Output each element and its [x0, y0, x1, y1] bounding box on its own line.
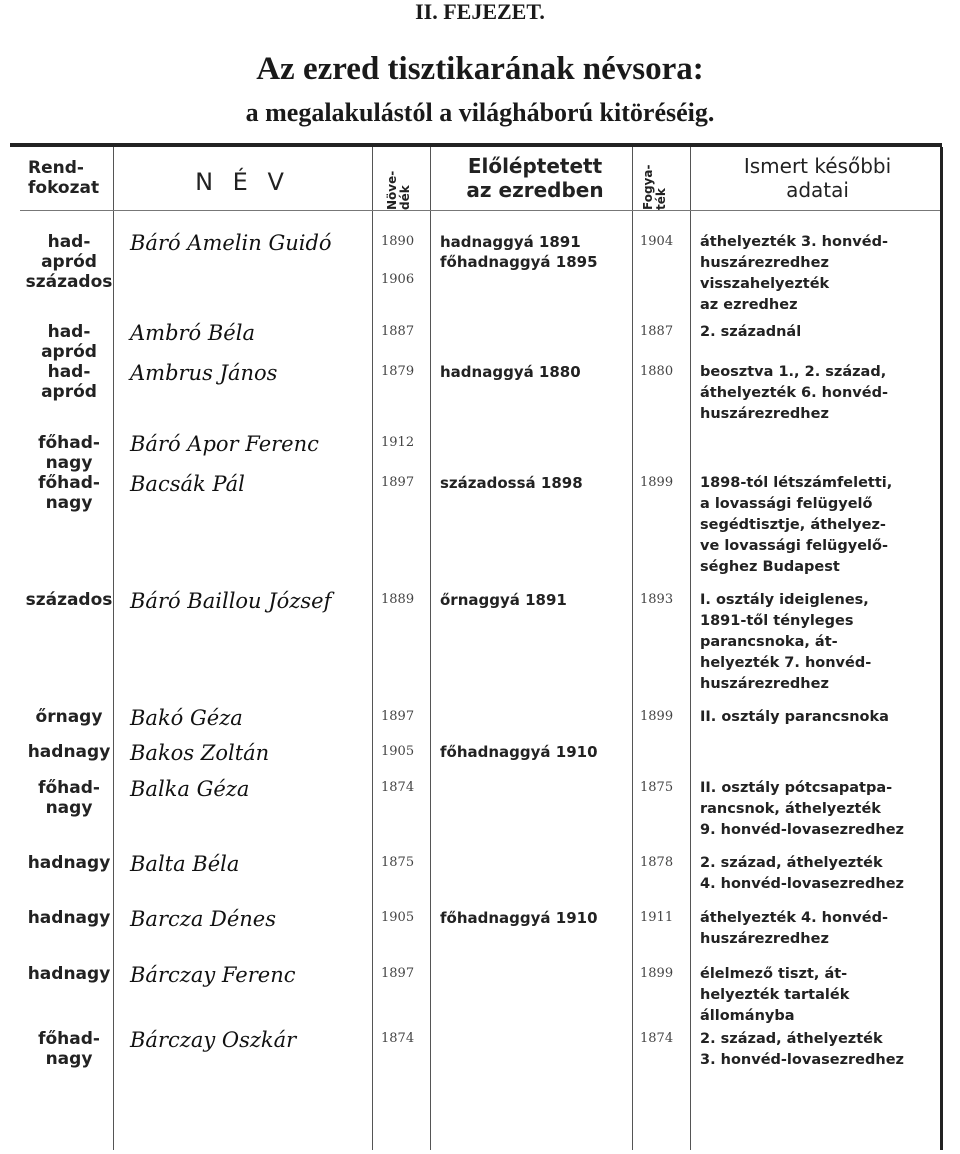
promotion-cell: századossá 1898 — [440, 474, 583, 492]
rank-cell: hadnagy — [27, 964, 111, 984]
header-separator — [20, 210, 940, 211]
notes-cell: élelmező tiszt, át- helyezték tartalék állományba — [700, 966, 850, 1024]
rank-cell: had- apród — [41, 322, 97, 362]
notes-cell: 2. század, áthelyezték 4. honvéd-lovasezredhez — [700, 855, 904, 892]
enlisted-year: 1874 — [381, 1031, 415, 1046]
promotion-cell: főhadnaggyá 1910 — [440, 743, 598, 761]
left-year: 1887 — [640, 324, 674, 339]
enlisted-year: 1879 — [381, 364, 415, 379]
header-left: Fogya- ték — [641, 164, 668, 210]
left-year: 1880 — [640, 364, 674, 379]
officer-name: Bacsák Pál — [130, 472, 245, 496]
rank-cell: főhad- nagy — [38, 473, 100, 513]
column-divider — [372, 147, 373, 1150]
promotion-cell: hadnaggyá 1891 főhadnaggyá 1895 — [440, 233, 598, 271]
notes-cell: I. osztály ideiglenes, 1891-től tényleges parancsnoka, át- helyezték 7. honvéd- huszárezredhez — [700, 592, 872, 692]
officer-name: Báró Amelin Guidó — [130, 231, 332, 255]
rank-cell: had- apród százados — [25, 232, 113, 292]
left-year: 1893 — [640, 592, 674, 607]
notes-cell: 2. század, áthelyezték 3. honvéd-lovasezredhez — [700, 1031, 904, 1068]
officer-name: Balka Géza — [130, 777, 250, 801]
officer-name: Balta Béla — [130, 852, 240, 876]
page-subtitle: a megalakulástól a világháború kitöréséig. — [245, 98, 715, 127]
left-year: 1904 — [640, 234, 674, 249]
enlisted-year: 1875 — [381, 855, 415, 870]
rank-cell: százados — [25, 590, 113, 610]
enlisted-year-2: 1906 — [381, 272, 415, 287]
header-later: Ismert későbbi adatai — [743, 154, 892, 202]
header-name: N É V — [195, 168, 290, 196]
header-rank: Rend- fokozat — [28, 158, 100, 198]
promotion-cell: hadnaggyá 1880 — [440, 363, 581, 381]
rank-cell: hadnagy — [27, 742, 111, 762]
officer-name: Báró Apor Ferenc — [130, 432, 319, 456]
rank-cell: hadnagy — [27, 853, 111, 873]
header-enlisted: Növe- dék — [385, 170, 412, 210]
column-divider — [113, 147, 114, 1150]
enlisted-year: 1890 — [381, 234, 415, 249]
enlisted-year: 1897 — [381, 475, 415, 490]
promotion-cell: főhadnaggyá 1910 — [440, 909, 598, 927]
notes-cell: II. osztály parancsnoka — [700, 709, 889, 725]
enlisted-year: 1897 — [381, 966, 415, 981]
notes-cell: II. osztály pótcsapatpa- rancsnok, áthelyezték 9. honvéd-lovasezredhez — [700, 780, 904, 838]
left-year: 1899 — [640, 966, 674, 981]
rank-cell: főhad- nagy — [38, 433, 100, 473]
left-year: 1875 — [640, 780, 674, 795]
officer-name: Báró Baillou József — [130, 589, 332, 613]
rank-cell: őrnagy — [35, 707, 103, 727]
notes-cell: áthelyezték 4. honvéd- huszárezredhez — [700, 910, 888, 947]
enlisted-year: 1905 — [381, 910, 415, 925]
officer-name: Bárczay Oszkár — [130, 1028, 297, 1052]
left-year: 1899 — [640, 475, 674, 490]
table-top-rule — [10, 143, 942, 147]
left-year: 1911 — [640, 910, 674, 925]
rank-cell: hadnagy — [27, 908, 111, 928]
page-title: Az ezred tisztikarának névsora: — [256, 51, 704, 87]
rank-cell: had- apród — [41, 362, 97, 402]
column-divider — [632, 147, 633, 1150]
chapter-heading: II. FEJEZET. — [415, 0, 545, 24]
enlisted-year: 1912 — [381, 435, 415, 450]
column-divider — [430, 147, 431, 1150]
officer-name: Ambrus János — [130, 361, 278, 385]
column-divider — [690, 147, 691, 1150]
officer-name: Barcza Dénes — [130, 907, 277, 931]
notes-cell: áthelyezték 3. honvéd- huszárezredhez visszahelyezték az ezredhez — [700, 234, 888, 313]
left-year: 1878 — [640, 855, 674, 870]
enlisted-year: 1905 — [381, 744, 415, 759]
promotion-cell: őrnaggyá 1891 — [440, 591, 567, 609]
header-promoted: Előléptetett az ezredben — [466, 154, 604, 202]
enlisted-year: 1897 — [381, 709, 415, 724]
officer-name: Bakos Zoltán — [130, 741, 270, 765]
enlisted-year: 1874 — [381, 780, 415, 795]
rank-cell: főhad- nagy — [38, 778, 100, 818]
enlisted-year: 1889 — [381, 592, 415, 607]
officer-name: Ambró Béla — [130, 321, 255, 345]
officer-name: Bárczay Ferenc — [130, 963, 296, 987]
rank-cell: főhad- nagy — [38, 1029, 100, 1069]
enlisted-year: 1887 — [381, 324, 415, 339]
left-year: 1899 — [640, 709, 674, 724]
officer-name: Bakó Géza — [130, 706, 243, 730]
left-year: 1874 — [640, 1031, 674, 1046]
notes-cell: 1898-tól létszámfeletti, a lovassági felügyelő segédtisztje, áthelyez- ve lovassági felügyelő- séghez Budapest — [700, 475, 893, 575]
notes-cell: beosztva 1., 2. század, áthelyezték 6. honvéd- huszárezredhez — [700, 364, 888, 422]
notes-cell: 2. századnál — [700, 324, 802, 340]
